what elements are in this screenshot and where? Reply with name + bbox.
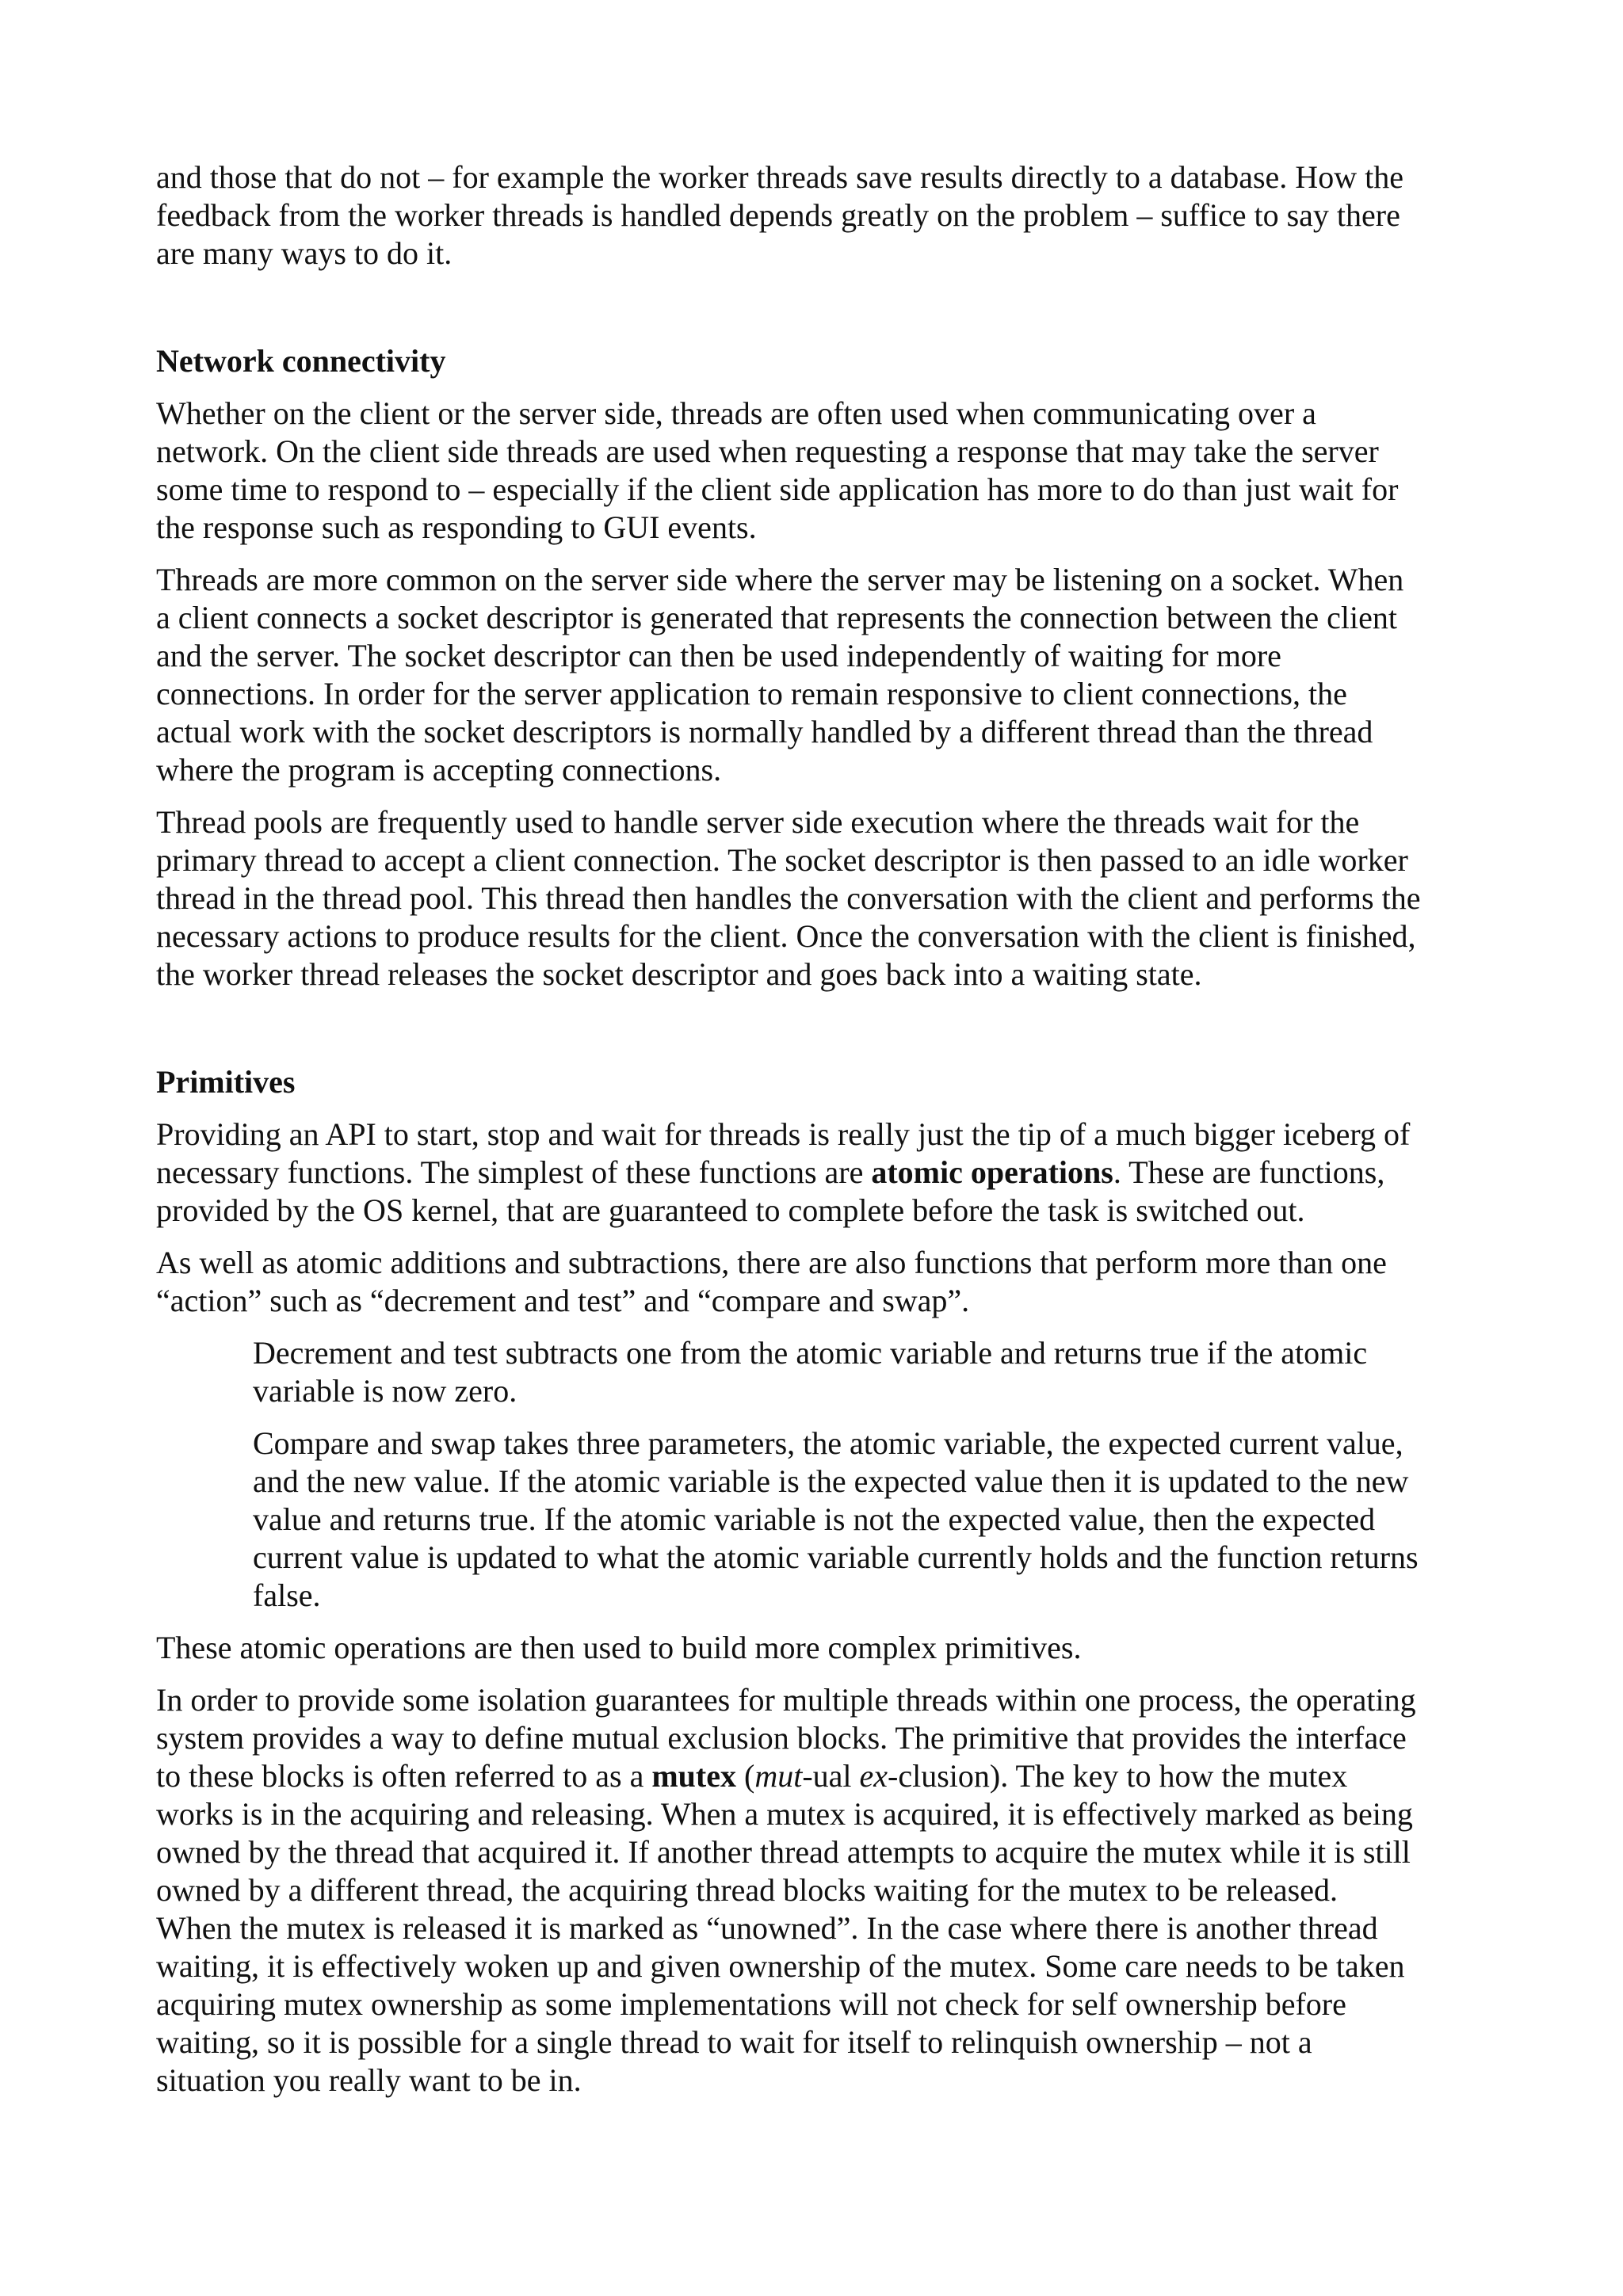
mutex-term: mutex: [651, 1758, 736, 1794]
network-connectivity-heading: Network connectivity: [156, 343, 446, 379]
network-paragraph-1: Whether on the client or the server side, threads are often used when communicating over a network. On the client side threads are used when requesting a response that may take the server some time to respond to – especially if the client side application has more to do than just wait for the response such as responding to GUI events.: [156, 395, 1399, 545]
primitives-paragraph-1-text-a: Providing an API to start, stop and wait for threads is really just the tip of a much bigger iceberg of necessary functions. The simplest of these functions are: [156, 1116, 1411, 1190]
network-paragraph-3: Thread pools are frequently used to handle server side execution where the threads wait for the primary thread to accept a client connection. The socket descriptor is then passed to an idle worker thread in the thread pool. This thread then handles the conversation with the client and performs the necessary actions to produce results for the client. Once the conversation with the client is finished, the worker thread releases the socket descriptor and goes back into a waiting state.: [156, 804, 1421, 992]
mutex-paragraph-text-a: In order to provide some isolation guarantees for multiple threads within one process, the operating system provides a way to define mutual exclusion blocks. The primitive that provides the interface to these blocks is often referred to as a: [156, 1682, 1416, 1794]
section-gap: [156, 1008, 1484, 1063]
primitives-paragraph-3: These atomic operations are then used to build more complex primitives.: [156, 1630, 1082, 1665]
mutex-paragraph-text-b: (: [735, 1758, 755, 1794]
mutex-paragraph-text-d: -clusion). The key to how the mutex works is in the acquiring and releasing. When a mutex is acquired, it is effectively marked as being owned by the thread that acquired it. If another thread attempts to acquire the mutex while it is still owned by a different thread, the acquiring thread blocks waiting for the mutex to be released. When the mutex is released it is marked as “unowned”. In the case where there is another thread waiting, it is effectively woken up and given ownership of the mutex. Some care needs to be taken acquiring mutex ownership as some implementations will not check for self ownership before waiting, so it is possible for a single thread to wait for itself to relinquish ownership – not a situation you really want to be in.: [156, 1758, 1413, 2098]
atomic-operations-term: atomic operations: [871, 1154, 1113, 1190]
primitives-paragraph-2: As well as atomic additions and subtractions, there are also functions that perform more than one “action” such as “decrement and test” and “compare and swap”.: [156, 1245, 1387, 1318]
mutex-paragraph: [156, 1681, 1484, 2100]
primitives-paragraph-1: [156, 1116, 1484, 1230]
mut-italic: mut: [754, 1758, 803, 1794]
compare-and-swap-paragraph: Compare and swap takes three parameters, the atomic variable, the expected current value, and the new value. If the atomic variable is the expected value then it is updated to the new value and returns true. If the atomic variable is not the expected value, then the expected current value is updated to what the atomic variable currently holds and the function returns false.: [253, 1425, 1419, 1613]
ex-italic: ex: [859, 1758, 888, 1794]
decrement-and-test-paragraph: Decrement and test subtracts one from the atomic variable and returns true if the atomic variable is now zero.: [253, 1335, 1368, 1409]
network-paragraph-2: Threads are more common on the server side where the server may be listening on a socket. When a client connects a socket descriptor is generated that represents the connection between the client and the server. The socket descriptor can then be used independently of waiting for more connections. In order for the server application to remain responsive to client connections, the actual work with the socket descriptors is normally handled by a different thread than the thread where the program is accepting connections.: [156, 562, 1404, 788]
mutex-paragraph-text-c: -ual: [802, 1758, 860, 1794]
intro-paragraph: and those that do not – for example the worker threads save results directly to a database. How the feedback from the worker threads is handled depends greatly on the problem – suffice to say there are many ways to do it.: [156, 159, 1403, 271]
primitives-heading: Primitives: [156, 1064, 296, 1100]
primitives-paragraph-1-text-b: . These are functions, provided by the OS kernel, that are guaranteed to complete before the task is switched out.: [156, 1154, 1385, 1228]
section-gap: [156, 287, 1484, 342]
document-page: [156, 158, 1484, 2114]
